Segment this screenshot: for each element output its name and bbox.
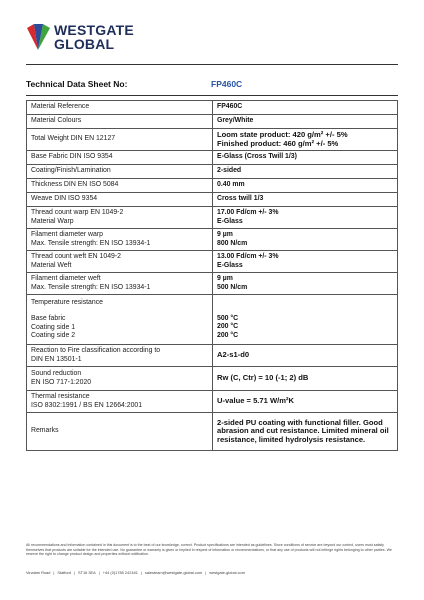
brand-line-1: WESTGATE — [54, 22, 134, 38]
spec-property-line: ISO 8302:1991 / BS EN 12664:2001 — [31, 401, 143, 409]
contact-separator: | — [205, 570, 207, 575]
company-logo — [26, 22, 176, 56]
contact-separator: | — [53, 570, 55, 575]
disclaimer-text: All recommendations and information contained in this document is to the best of our knowledge, correct. Product specifications are intended as guidelines. Since conditions of service are beyond our control, users must satisfy themselves that products are suitable for the intended use. No guarantee or warranty is given or implied in respect of information or recommendations, or that any use of products will not infringe rights belonging to other parties. We reserve the right to change product design and properties without notification. — [26, 543, 392, 557]
contact-separator: | — [98, 570, 100, 575]
header-rule-bottom — [26, 95, 398, 96]
spec-property-line: Max. Tensile strength: EN ISO 13934-1 — [31, 283, 151, 291]
spec-value-line — [217, 299, 393, 307]
spec-row — [27, 251, 398, 273]
spec-property-line: Filament diameter weft — [31, 275, 101, 283]
spec-property-line: Material Colours — [31, 117, 82, 125]
spec-row — [27, 115, 398, 129]
spec-property-line: Material Weft — [31, 261, 72, 269]
spec-value-line: E-Glass (Cross Twill 1/3) — [217, 153, 297, 161]
spec-value-line: Grey/White — [217, 117, 254, 125]
spec-property — [27, 179, 213, 193]
spec-property — [27, 229, 213, 251]
spec-property-line: Total Weight DIN EN 12127 — [31, 135, 116, 143]
spec-value — [213, 101, 398, 115]
spec-row — [27, 295, 398, 345]
spec-value-line: E-Glass — [217, 261, 243, 269]
spec-property — [27, 391, 213, 413]
spec-value — [213, 179, 398, 193]
spec-value-line: 800 N/cm — [217, 239, 248, 247]
spec-value-line: 0.40 mm — [217, 181, 245, 189]
contact-separator: | — [73, 570, 75, 575]
westgate-logo-icon — [26, 22, 52, 52]
spec-row — [27, 391, 398, 413]
contact-separator: | — [140, 570, 142, 575]
spec-value-line: 200 °C — [217, 323, 239, 331]
spec-row — [27, 193, 398, 207]
spec-property-line: Coating side 1 — [31, 323, 76, 331]
spec-property-line: Base Fabric DIN ISO 9354 — [31, 153, 113, 161]
spec-value-line: FP460C — [217, 103, 243, 111]
spec-property-line: Coating side 2 — [31, 331, 76, 339]
spec-property-line: Reaction to Fire classification according to — [31, 347, 161, 355]
spec-property-line: Thickness DIN EN ISO 5084 — [31, 181, 119, 189]
spec-property-line: Base fabric — [31, 315, 66, 323]
spec-value — [213, 251, 398, 273]
spec-property-line: Weave DIN ISO 9354 — [31, 195, 98, 203]
spec-row — [27, 101, 398, 115]
spec-value — [213, 229, 398, 251]
spec-value-line: Cross twill 1/3 — [217, 195, 264, 203]
spec-property — [27, 251, 213, 273]
spec-value — [213, 391, 398, 413]
spec-value — [213, 367, 398, 391]
spec-value — [213, 193, 398, 207]
spec-value-line: A2-s1-d0 — [217, 350, 250, 360]
spec-property — [27, 273, 213, 295]
spec-row — [27, 413, 398, 451]
spec-property-line: Thermal resistance — [31, 393, 90, 401]
spec-row — [27, 273, 398, 295]
spec-property — [27, 165, 213, 179]
spec-row — [27, 129, 398, 151]
spec-value — [213, 295, 398, 345]
spec-property — [27, 207, 213, 229]
spec-value — [213, 345, 398, 367]
spec-value-line: E-Glass — [217, 217, 243, 225]
spec-property — [27, 295, 213, 345]
spec-value — [213, 151, 398, 165]
spec-value-line: U-value = 5.71 W/m²K — [217, 396, 295, 406]
data-sheet-code: FP460C — [211, 79, 243, 89]
spec-value-line: 13.00 Fd/cm +/- 3% — [217, 253, 279, 261]
spec-value-line: 9 µm — [217, 231, 233, 239]
spec-value — [213, 165, 398, 179]
spec-property-line — [31, 307, 208, 315]
spec-row — [27, 367, 398, 391]
spec-row — [27, 345, 398, 367]
spec-property-line: Temperature resistance — [31, 298, 104, 306]
brand-line-2: GLOBAL — [54, 36, 115, 52]
spec-property — [27, 345, 213, 367]
spec-value — [213, 115, 398, 129]
spec-row — [27, 207, 398, 229]
spec-value-line: 17.00 Fd/cm +/- 3% — [217, 209, 279, 217]
spec-property-line: Max. Tensile strength: EN ISO 13934-1 — [31, 239, 151, 247]
spec-property-line: Filament diameter warp — [31, 231, 103, 239]
spec-property — [27, 367, 213, 391]
contact-item: westgate-global.com — [209, 570, 245, 575]
contact-item: salesteam@westgate-global.com — [144, 570, 203, 575]
spec-row — [27, 151, 398, 165]
spec-value-line — [217, 307, 393, 315]
spec-value-line: Loom state product: 420 g/m² +/- 5% — [217, 130, 348, 140]
spec-value — [213, 273, 398, 295]
spec-property-line: Remarks — [31, 427, 59, 435]
spec-property-line: Material Reference — [31, 103, 90, 111]
spec-value-line: Rw (C, Ctr) = 10 (-1; 2) dB — [217, 373, 309, 383]
spec-value — [213, 413, 398, 451]
spec-table — [26, 100, 398, 451]
spec-value-line: 2-sided — [217, 167, 242, 175]
spec-row — [27, 229, 398, 251]
spec-property — [27, 129, 213, 151]
spec-property-line: Sound reduction — [31, 370, 82, 378]
contact-item: +44 (0)1785 242181 — [102, 570, 138, 575]
contact-item: ST16 3EA — [77, 570, 96, 575]
spec-value-line: 2-sided PU coating with functional filler. Good abrasion and cut resistance. Limited mineral oil resistance, limited hydrolysis resistance. — [217, 418, 389, 444]
spec-property — [27, 101, 213, 115]
spec-value-line: 500 °C — [217, 315, 239, 323]
spec-value-line: 9 µm — [217, 275, 233, 283]
spec-property-line: Thread count warp EN 1049-2 — [31, 209, 124, 217]
spec-value-line: Finished product: 460 g/m² +/- 5% — [217, 138, 339, 148]
contact-bar — [26, 570, 401, 575]
spec-property-line: DIN EN 13501-1 — [31, 355, 82, 363]
spec-property-line: Coating/Finish/Lamination — [31, 167, 111, 175]
data-sheet-label: Technical Data Sheet No: — [26, 79, 128, 89]
spec-property — [27, 193, 213, 207]
contact-item: Vinalam Road — [26, 570, 51, 575]
spec-property — [27, 413, 213, 451]
brand-name — [54, 23, 134, 51]
spec-value-line: 200 °C — [217, 331, 239, 339]
spec-property-line: Thread count weft EN 1049-2 — [31, 253, 122, 261]
spec-value — [213, 129, 398, 151]
contact-item: Stafford — [57, 570, 71, 575]
spec-row — [27, 165, 398, 179]
spec-property — [27, 151, 213, 165]
spec-value-line: 500 N/cm — [217, 283, 248, 291]
spec-property — [27, 115, 213, 129]
spec-row — [27, 179, 398, 193]
spec-property-line: Material Warp — [31, 217, 74, 225]
spec-value — [213, 207, 398, 229]
spec-property-line: EN ISO 717-1:2020 — [31, 378, 92, 386]
header-rule-top — [26, 64, 398, 65]
